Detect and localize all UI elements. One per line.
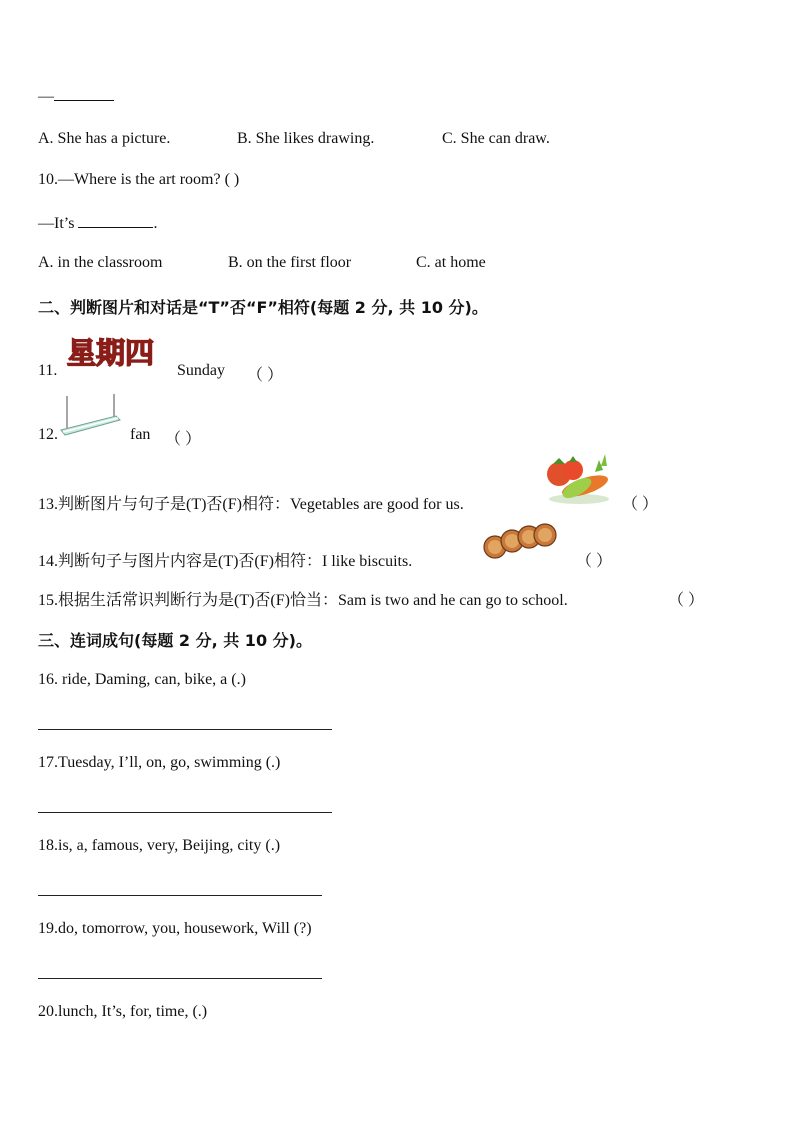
q18-answer-line[interactable]	[38, 895, 322, 896]
dash: —	[38, 88, 54, 105]
q16-answer-line[interactable]	[38, 729, 332, 730]
q17-prompt: 17.Tuesday, I’ll, on, go, swimming (.)	[38, 754, 281, 771]
q18-prompt: 18.is, a, famous, very, Beijing, city (.)	[38, 837, 281, 854]
q9-option-a: A. She has a picture.	[38, 130, 171, 147]
lamp-icon	[58, 392, 124, 440]
section-heading: 三、连词成句(每题 2 分, 共 10 分)。	[38, 631, 312, 650]
q14-text: 14.判断句子与图片内容是(T)否(F)相符：I like biscuits.	[38, 553, 413, 570]
biscuits-icon	[482, 521, 564, 561]
q9-option-b: B. She likes drawing.	[237, 130, 375, 147]
q12-answer-paren[interactable]: （ ）	[165, 431, 202, 448]
q14-answer-paren[interactable]: （ ）	[576, 553, 613, 570]
vegetables-image	[543, 450, 615, 506]
q11-answer-paren[interactable]: （ ）	[247, 367, 284, 384]
q10-option-b: B. on the first floor	[228, 254, 352, 271]
q19-answer-line[interactable]	[38, 978, 322, 979]
q12-number: 12.	[38, 426, 58, 443]
section-heading: 二、判断图片和对话是“T”否“F”相符(每题 2 分, 共 10 分)。	[38, 298, 488, 317]
thursday-chars: 星期四	[67, 336, 155, 370]
q13-answer-paren[interactable]: （ ）	[622, 496, 659, 513]
thursday-label-image	[64, 333, 170, 373]
q11-number: 11.	[38, 362, 58, 379]
answer-prefix: —It’s	[38, 215, 75, 232]
q16-prompt: 16. ride, Daming, can, bike, a (.)	[38, 671, 246, 688]
q10-option-a: A. in the classroom	[38, 254, 163, 271]
answer-suffix: .	[153, 215, 158, 232]
q9-option-c: C. She can draw.	[442, 130, 550, 147]
thursday-label-graphic	[64, 333, 170, 373]
q15-text: 15.根据生活常识判断行为是(T)否(F)恰当：Sam is two and he can go to school.	[38, 592, 568, 609]
q12-word: fan	[130, 426, 151, 443]
answer-blank[interactable]	[54, 86, 114, 101]
q19-prompt: 19.do, tomorrow, you, housework, Will (?)	[38, 920, 312, 937]
q10-answer-line	[38, 213, 157, 233]
q9-answer-line	[38, 86, 114, 106]
q15-answer-paren[interactable]: （ ）	[668, 592, 705, 609]
fluorescent-lamp-image	[58, 392, 124, 440]
vegetables-icon	[543, 450, 615, 506]
answer-blank[interactable]	[78, 213, 153, 228]
biscuits-image	[482, 521, 564, 561]
q10-question: 10.—Where is the art room? ( )	[38, 171, 240, 188]
q13-text: 13.判断图片与句子是(T)否(F)相符：Vegetables are good for us.	[38, 496, 464, 513]
q20-prompt: 20.lunch, It’s, for, time, (.)	[38, 1003, 208, 1020]
q17-answer-line[interactable]	[38, 812, 332, 813]
q11-word: Sunday	[177, 362, 225, 379]
q10-option-c: C. at home	[416, 254, 486, 271]
